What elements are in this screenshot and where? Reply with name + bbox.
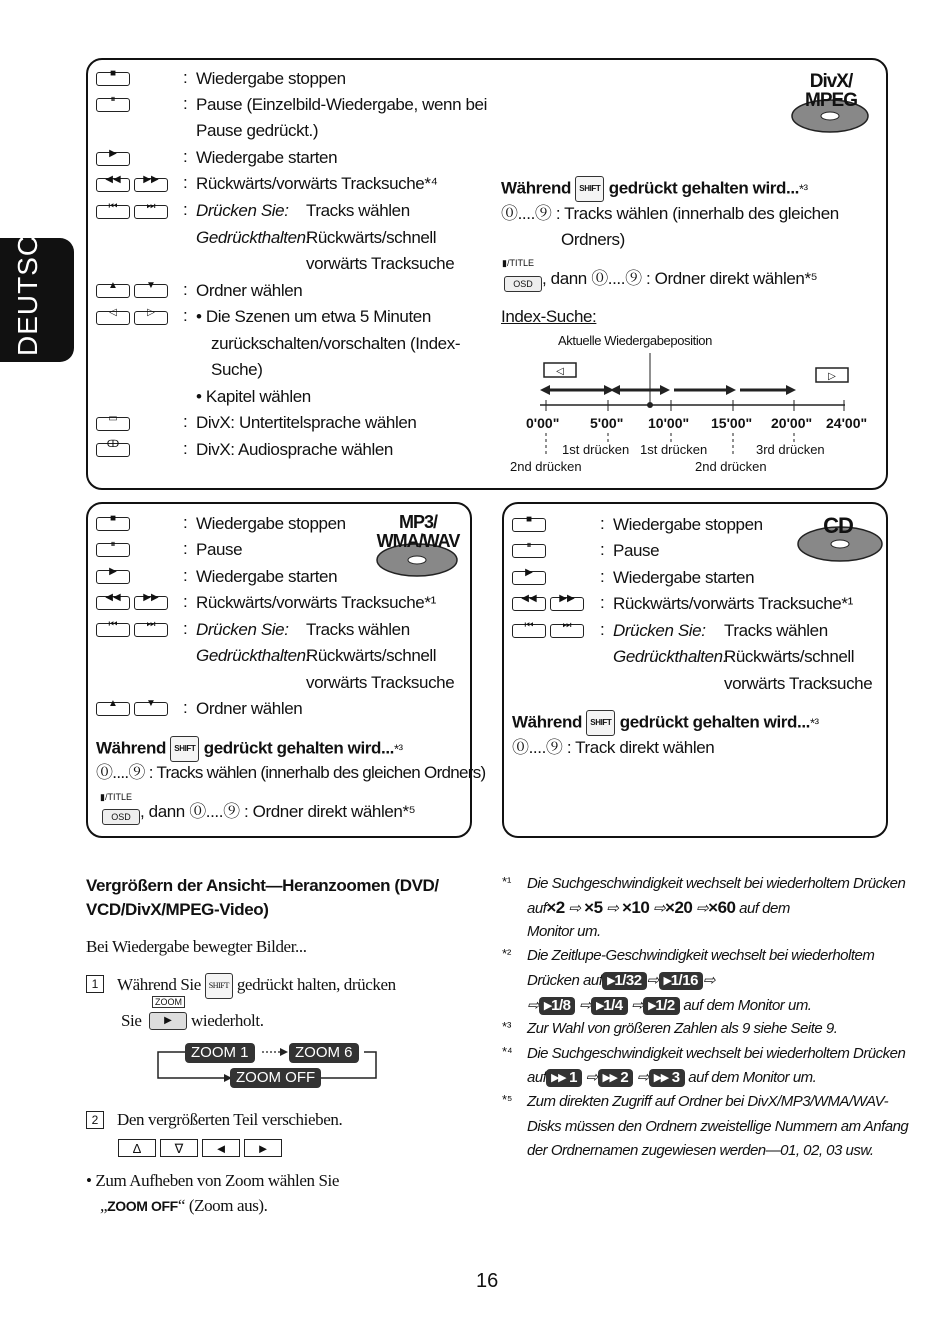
mp3-shift-heading: Während SHIFT gedrückt gehalten wird...*³ (96, 736, 403, 762)
skip-forward-icon: ⏭ (134, 205, 168, 219)
divx-logo: DivX/ MPEG (805, 71, 857, 111)
step-1-text-2: Sie (121, 1011, 142, 1030)
colon: : (183, 173, 188, 192)
footnote-2-text-2: Drücken auf ▸1/32 ⇨ ▸1/16 ⇨ (527, 972, 715, 989)
divx-stop-text: Wiedergabe stoppen (196, 69, 346, 88)
divx-index-text: • Die Szenen um etwa 5 Minuten (196, 307, 431, 326)
index-search-heading: Index-Suche: (501, 307, 597, 326)
skip-back-icon: ⏮ (512, 624, 546, 638)
cd-hold-text-2: vorwärts Tracksuche (724, 674, 873, 693)
play-icon: ▶ (96, 570, 130, 584)
cd-digits-line: ⓪....⑨ : Track direkt wählen (512, 738, 715, 757)
mp3-pause-text: Pause (196, 540, 243, 559)
colon: : (183, 306, 188, 325)
down-icon: ▼ (134, 284, 168, 298)
ff-tag-icon: ▸▸ 2 (598, 1069, 634, 1087)
zoom-cancel-text-2: „ZOOM OFF“ (Zoom aus). (100, 1196, 268, 1215)
index-label-1st-back: 1st drücken (562, 442, 630, 457)
index-tick-2: 10'00" (648, 415, 690, 431)
divx-pause-text: Pause (Einzelbild-Wiedergabe, wenn bei (196, 95, 487, 114)
divx-subtitle-text: DivX: Untertitelsprache wählen (196, 413, 417, 432)
mp3-hold-text-2: vorwärts Tracksuche (306, 673, 455, 692)
footnote-4-mark: *⁴ (502, 1044, 513, 1059)
mp3-press-text: Tracks wählen (306, 620, 410, 639)
zoom-heading-2: VCD/DivX/MPEG-Video) (86, 900, 269, 919)
footnote-3-text: Zur Wahl von größeren Zahlen als 9 siehe Seite 9. (527, 1020, 838, 1037)
pause-icon: ⏸ (512, 544, 546, 558)
subtitle-icon: ▭ (96, 417, 130, 431)
fast-forward-icon: ▶▶ (550, 597, 584, 611)
footnote-2-text-3: ⇨ ▸1/8 ⇨ ▸1/4 ⇨ ▸1/2 auf dem Monitor um. (527, 997, 812, 1014)
mp3-search-text: Rückwärts/vorwärts Tracksuche*¹ (196, 593, 436, 612)
svg-text:◁: ◁ (556, 366, 564, 377)
step-1-text: Während Sie SHIFT gedrückt halten, drücken (117, 973, 396, 999)
cd-search-text: Rückwärts/vorwärts Tracksuche*¹ (613, 594, 853, 613)
step-1-number: 1 (86, 975, 104, 993)
step-1-text-3: wiederholt. (191, 1011, 264, 1030)
slow-tag-icon: ▸1/8 (539, 997, 575, 1015)
skip-forward-icon: ⏭ (134, 623, 168, 637)
mp3-press-label: Drücken Sie: (196, 620, 289, 639)
colon: : (600, 540, 605, 559)
stop-icon: ■ (96, 517, 130, 531)
skip-forward-icon: ⏭ (550, 624, 584, 638)
footnote-1-text-2: auf×2 ⇨ ×5 ⇨ ×10 ⇨×20 ⇨×60 auf dem (527, 898, 790, 917)
colon: : (600, 514, 605, 533)
zoom-heading: Vergrößern der Ansicht—Heranzoomen (DVD/ (86, 876, 439, 895)
cd-shift-heading: Während SHIFT gedrückt gehalten wird...*³ (512, 710, 819, 736)
divx-digits-line-2: Ordners) (561, 230, 625, 249)
footnote-3-mark: *³ (502, 1019, 512, 1034)
svg-text:▷: ▷ (828, 371, 836, 382)
pause-icon: ⏸ (96, 98, 130, 112)
colon: : (600, 620, 605, 639)
shift-key-icon: SHIFT (586, 710, 615, 736)
colon: : (183, 147, 188, 166)
slow-tag-icon: ▸1/2 (643, 997, 679, 1015)
cd-hold-label: Gedrückthalten: (613, 647, 728, 666)
slow-tag-icon: ▸1/32 (602, 972, 646, 990)
colon: : (183, 68, 188, 87)
index-label-3rd: 3rd drücken (756, 442, 825, 457)
rewind-icon: ◀◀ (96, 596, 130, 610)
index-current-label: Aktuelle Wiedergabeposition (558, 333, 712, 348)
step-2-text: Den vergrößerten Teil verschieben. (117, 1110, 343, 1129)
index-tick-5: 24'00" (826, 415, 868, 431)
colon: : (183, 439, 188, 458)
rewind-icon: ◀◀ (512, 597, 546, 611)
colon: : (183, 513, 188, 532)
footnote-1-text: Die Suchgeschwindigkeit wechselt bei wiederholtem Drücken (527, 875, 906, 892)
down-arrow-icon: ∇ (160, 1139, 198, 1157)
cd-logo: CD (823, 513, 853, 538)
pause-icon: ⏸ (96, 543, 130, 557)
divx-pause-text-2: Pause gedrückt.) (196, 121, 319, 140)
osd-key-icon: OSD (102, 809, 140, 825)
osd-key-icon: OSD (504, 276, 542, 292)
mp3-hold-text: Rückwärts/schnell (306, 646, 437, 665)
mp3-hold-label: Gedrückthalten: (196, 646, 311, 665)
divx-press-text: Tracks wählen (306, 201, 410, 220)
divx-press-label: Drücken Sie: (196, 201, 289, 220)
divx-index-text-3: Suche) (211, 360, 263, 379)
colon: : (183, 592, 188, 611)
divx-play-text: Wiedergabe starten (196, 148, 338, 167)
up-icon: ▲ (96, 284, 130, 298)
colon: : (183, 698, 188, 717)
title-key-label: ▮/TITLE (100, 792, 132, 802)
divx-folder-text: Ordner wählen (196, 281, 303, 300)
colon: : (183, 280, 188, 299)
mp3-folder-direct: , dann ⓪....⑨ : Ordner direkt wählen*⁵ (140, 802, 416, 821)
index-label-1st-fwd: 1st drücken (640, 442, 708, 457)
divx-index-text-2: zurückschalten/vorschalten (Index- (211, 334, 461, 353)
rewind-icon: ◀◀ (96, 178, 130, 192)
zoom-off-tag: ZOOM OFF (230, 1068, 321, 1088)
footnote-2-text: Die Zeitlupe-Geschwindigkeit wechselt bei wiederholtem (527, 947, 875, 964)
cd-stop-text: Wiedergabe stoppen (613, 515, 763, 534)
colon: : (600, 567, 605, 586)
mp3-stop-text: Wiedergabe stoppen (196, 514, 346, 533)
index-tick-0: 0'00" (526, 415, 560, 431)
left-icon: ◁ (96, 311, 130, 325)
colon: : (600, 593, 605, 612)
divx-hold-label: Gedrückthalten: (196, 228, 311, 247)
divx-search-text: Rückwärts/vorwärts Tracksuche*⁴ (196, 174, 438, 193)
slow-tag-icon: ▸1/4 (591, 997, 627, 1015)
slow-tag-icon: ▸1/16 (659, 972, 703, 990)
cd-hold-text: Rückwärts/schnell (724, 647, 855, 666)
index-label-2nd-back: 2nd drücken (510, 459, 582, 474)
cd-play-text: Wiedergabe starten (613, 568, 755, 587)
footnote-5-text-3: der Ordnernamen zugewiesen werden—01, 02, 03 usw. (527, 1142, 874, 1159)
footnote-1-text-3: Monitor um. (527, 923, 601, 940)
up-arrow-icon: ∆ (118, 1139, 156, 1157)
stop-icon: ■ (512, 518, 546, 532)
index-tick-1: 5'00" (590, 415, 624, 431)
colon: : (183, 94, 188, 113)
divx-folder-direct: , dann ⓪....⑨ : Ordner direkt wählen*⁵ (542, 269, 818, 288)
index-label-2nd-fwd: 2nd drücken (695, 459, 767, 474)
mp3-play-text: Wiedergabe starten (196, 567, 338, 586)
divx-hold-text: Rückwärts/schnell (306, 228, 437, 247)
cd-press-text: Tracks wählen (724, 621, 828, 640)
divx-hold-text-2: vorwärts Tracksuche (306, 254, 455, 273)
play-button-icon: ▶ (149, 1012, 187, 1030)
index-tick-3: 15'00" (711, 415, 753, 431)
colon: : (183, 412, 188, 431)
divx-shift-heading: Während SHIFT gedrückt gehalten wird...*³ (501, 176, 808, 202)
stop-icon: ■ (96, 72, 130, 86)
ff-tag-icon: ▸▸ 3 (649, 1069, 685, 1087)
language-tab (0, 213, 74, 362)
footnote-5-text-2: Disks müssen den Ordnern zweistellige Nummern am Anfang (527, 1118, 909, 1135)
colon: : (183, 619, 188, 638)
language-tab-label: DEUTSCH (12, 213, 43, 356)
zoom-1-tag: ZOOM 1 (185, 1043, 255, 1063)
cd-pause-text: Pause (613, 541, 660, 560)
footnote-4-text-2: auf ▸▸ 1 ⇨ ▸▸ 2 ⇨ ▸▸ 3 auf dem Monitor um. (527, 1069, 817, 1086)
play-icon: ▶ (512, 571, 546, 585)
shift-key-icon: SHIFT (205, 973, 233, 999)
footnote-1-mark: *¹ (502, 874, 512, 889)
zoom-key-label: ZOOM (152, 996, 185, 1008)
cd-press-label: Drücken Sie: (613, 621, 706, 640)
left-arrow-icon: ◄ (202, 1139, 240, 1157)
fast-forward-icon: ▶▶ (134, 596, 168, 610)
zoom-intro: Bei Wiedergabe bewegter Bilder... (86, 937, 307, 956)
footnote-5-mark: *⁵ (502, 1092, 513, 1107)
title-key-label: ▮/TITLE (502, 258, 534, 268)
colon: : (183, 200, 188, 219)
zoom-6-tag: ZOOM 6 (289, 1043, 359, 1063)
divx-digits-line: ⓪....⑨ : Tracks wählen (innerhalb des gleichen (501, 204, 839, 223)
zoom-cancel-text: • Zum Aufheben von Zoom wählen Sie (86, 1171, 339, 1190)
mp3-digits-line: ⓪....⑨ : Tracks wählen (innerhalb des gleichen Ordners) (96, 763, 486, 782)
page-number: 16 (476, 1270, 499, 1292)
audio-icon: ↀ (96, 443, 130, 457)
down-icon: ▼ (134, 702, 168, 716)
shift-key-icon: SHIFT (170, 736, 199, 762)
mp3-folder-text: Ordner wählen (196, 699, 303, 718)
skip-back-icon: ⏮ (96, 623, 130, 637)
divx-audio-text: DivX: Audiosprache wählen (196, 440, 393, 459)
play-icon: ▶ (96, 152, 130, 166)
right-arrow-icon: ► (244, 1139, 282, 1157)
shift-key-icon: SHIFT (575, 176, 604, 202)
ff-tag-icon: ▸▸ 1 (546, 1069, 582, 1087)
up-icon: ▲ (96, 702, 130, 716)
index-tick-4: 20'00" (771, 415, 813, 431)
footnote-2-mark: *² (502, 946, 512, 961)
colon: : (183, 539, 188, 558)
colon: : (183, 566, 188, 585)
mp3-logo: MP3/ WMA/WAV (376, 512, 460, 551)
footnote-4-text: Die Suchgeschwindigkeit wechselt bei wiederholtem Drücken (527, 1045, 906, 1062)
direction-keys (118, 1139, 286, 1158)
step-2-number: 2 (86, 1111, 104, 1129)
right-icon: ▷ (134, 311, 168, 325)
footnote-5-text: Zum direkten Zugriff auf Ordner bei DivX/MP3/WMA/WAV- (527, 1093, 889, 1110)
skip-back-icon: ⏮ (96, 205, 130, 219)
divx-chapter-text: • Kapitel wählen (196, 387, 311, 406)
fast-forward-icon: ▶▶ (134, 178, 168, 192)
